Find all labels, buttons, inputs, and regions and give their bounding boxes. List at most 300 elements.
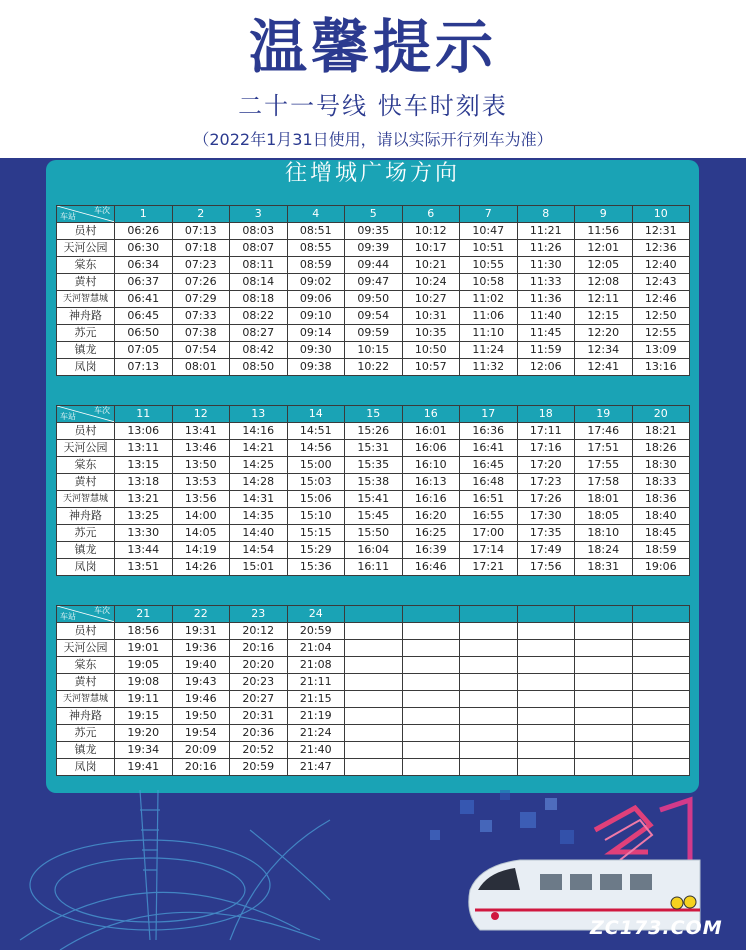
departure-time: 14:19 [172,542,230,559]
departure-time [460,657,518,674]
departure-time: 11:40 [517,308,575,325]
departure-time: 18:26 [632,440,690,457]
departure-time: 14:56 [287,440,345,457]
departure-time: 18:24 [575,542,633,559]
departure-time: 19:20 [115,725,173,742]
departure-time: 17:46 [575,423,633,440]
departure-time: 21:11 [287,674,345,691]
departure-time: 10:58 [460,274,518,291]
departure-time: 15:38 [345,474,403,491]
station-name: 黄村 [57,674,115,691]
departure-time: 06:34 [115,257,173,274]
departure-time: 19:34 [115,742,173,759]
departure-time: 16:10 [402,457,460,474]
departure-time: 15:50 [345,525,403,542]
trip-number: 23 [230,606,288,623]
departure-time [575,708,633,725]
departure-time: 15:45 [345,508,403,525]
departure-time: 12:36 [632,240,690,257]
departure-time [345,674,403,691]
corner-cell [57,406,115,423]
departure-time: 16:36 [460,423,518,440]
departure-time: 07:29 [172,291,230,308]
departure-time [460,623,518,640]
table-row [57,240,690,257]
departure-time: 14:28 [230,474,288,491]
departure-time [345,708,403,725]
station-name: 苏元 [57,725,115,742]
departure-time: 12:41 [575,359,633,376]
departure-time [345,725,403,742]
trip-number: 9 [575,206,633,223]
table-row [57,440,690,457]
departure-time: 15:10 [287,508,345,525]
departure-time [632,725,690,742]
trip-number [517,606,575,623]
departure-time: 09:39 [345,240,403,257]
departure-time: 07:13 [115,359,173,376]
departure-time [460,674,518,691]
departure-time: 20:31 [230,708,288,725]
departure-time: 18:31 [575,559,633,576]
table-row [57,223,690,240]
station-name: 神舟路 [57,308,115,325]
departure-time: 09:30 [287,342,345,359]
departure-time: 10:47 [460,223,518,240]
trip-number: 11 [115,406,173,423]
departure-time: 13:21 [115,491,173,508]
trip-number: 16 [402,406,460,423]
trip-number [460,606,518,623]
departure-time: 08:27 [230,325,288,342]
station-name: 神舟路 [57,708,115,725]
departure-time: 16:11 [345,559,403,576]
departure-time: 19:36 [172,640,230,657]
departure-time: 17:49 [517,542,575,559]
departure-time: 16:20 [402,508,460,525]
departure-time: 07:05 [115,342,173,359]
departure-time [345,657,403,674]
departure-time: 18:45 [632,525,690,542]
departure-time: 09:50 [345,291,403,308]
table-row [57,708,690,725]
trip-number: 5 [345,206,403,223]
table-row [57,491,690,508]
departure-time: 13:56 [172,491,230,508]
departure-time: 10:51 [460,240,518,257]
departure-time: 10:12 [402,223,460,240]
departure-time: 09:54 [345,308,403,325]
departure-time: 10:35 [402,325,460,342]
corner-cell [57,206,115,223]
trip-axis-label: 车次 [94,206,110,215]
departure-time: 18:36 [632,491,690,508]
usage-note: （2022年1月31日使用，请以实际开行列车为准） [193,130,553,149]
station-name: 员村 [57,623,115,640]
departure-time: 08:51 [287,223,345,240]
departure-time: 08:50 [230,359,288,376]
departure-time: 17:30 [517,508,575,525]
page-subtitle: 二十一号线 快车时刻表 [238,92,508,120]
departure-time [575,640,633,657]
departure-time: 13:44 [115,542,173,559]
header [0,0,746,158]
departure-time: 18:01 [575,491,633,508]
departure-time: 11:33 [517,274,575,291]
departure-time: 12:05 [575,257,633,274]
departure-time: 11:32 [460,359,518,376]
departure-time: 13:30 [115,525,173,542]
departure-time: 12:46 [632,291,690,308]
trip-number: 1 [115,206,173,223]
station-axis-label: 车站 [60,412,76,421]
departure-time: 12:06 [517,359,575,376]
trip-header-row [57,606,690,623]
departure-time: 13:53 [172,474,230,491]
departure-time [402,691,460,708]
station-name: 天河公园 [57,640,115,657]
departure-time: 13:46 [172,440,230,457]
departure-time: 16:51 [460,491,518,508]
departure-time: 20:20 [230,657,288,674]
table-row [57,359,690,376]
departure-time: 20:16 [172,759,230,776]
station-name: 天河智慧城 [57,491,115,508]
departure-time: 16:48 [460,474,518,491]
trip-number: 19 [575,406,633,423]
departure-time: 18:30 [632,457,690,474]
departure-time: 09:47 [345,274,403,291]
departure-time [632,691,690,708]
station-axis-label: 车站 [60,612,76,621]
departure-time: 14:54 [230,542,288,559]
trip-number: 18 [517,406,575,423]
departure-time: 19:08 [115,674,173,691]
station-name: 黄村 [57,274,115,291]
table-row [57,759,690,776]
departure-time: 21:47 [287,759,345,776]
departure-time: 17:26 [517,491,575,508]
departure-time: 19:50 [172,708,230,725]
departure-time: 14:05 [172,525,230,542]
departure-time: 07:13 [172,223,230,240]
trip-number: 13 [230,406,288,423]
departure-time [517,657,575,674]
departure-time: 16:16 [402,491,460,508]
station-name: 凤岗 [57,759,115,776]
departure-time: 08:18 [230,291,288,308]
departure-time: 14:21 [230,440,288,457]
departure-time: 11:56 [575,223,633,240]
departure-time: 19:11 [115,691,173,708]
departure-time [632,742,690,759]
departure-time: 20:52 [230,742,288,759]
departure-time: 17:21 [460,559,518,576]
departure-time [402,742,460,759]
departure-time: 21:40 [287,742,345,759]
station-name: 员村 [57,423,115,440]
departure-time: 08:42 [230,342,288,359]
departure-time: 11:06 [460,308,518,325]
departure-time [402,725,460,742]
departure-time: 21:19 [287,708,345,725]
departure-time: 12:15 [575,308,633,325]
departure-time [345,691,403,708]
departure-time: 19:06 [632,559,690,576]
departure-time: 13:06 [115,423,173,440]
trip-number: 17 [460,406,518,423]
departure-time: 12:40 [632,257,690,274]
departure-time: 18:33 [632,474,690,491]
departure-time: 19:31 [172,623,230,640]
trip-number [345,606,403,623]
departure-time: 13:18 [115,474,173,491]
departure-time: 18:56 [115,623,173,640]
departure-time: 09:10 [287,308,345,325]
departure-time: 17:00 [460,525,518,542]
trip-number: 15 [345,406,403,423]
departure-time [517,674,575,691]
departure-time [575,742,633,759]
departure-time: 13:16 [632,359,690,376]
trip-number: 21 [115,606,173,623]
departure-time: 15:41 [345,491,403,508]
departure-time: 09:06 [287,291,345,308]
departure-time: 17:11 [517,423,575,440]
table-row [57,342,690,359]
direction-heading: 往增城广场方向 [284,161,460,186]
trip-number [632,606,690,623]
departure-time: 17:20 [517,457,575,474]
departure-time: 20:16 [230,640,288,657]
departure-time: 17:51 [575,440,633,457]
departure-time [575,759,633,776]
departure-time: 17:14 [460,542,518,559]
departure-time: 19:54 [172,725,230,742]
table-row [57,525,690,542]
departure-time: 12:08 [575,274,633,291]
departure-time: 15:29 [287,542,345,559]
table-row [57,325,690,342]
station-name: 棠东 [57,457,115,474]
departure-time: 12:55 [632,325,690,342]
station-name: 镇龙 [57,542,115,559]
departure-time: 13:09 [632,342,690,359]
timetable-2 [56,405,690,576]
departure-time: 20:36 [230,725,288,742]
departure-time [460,691,518,708]
departure-time: 18:05 [575,508,633,525]
departure-time: 07:33 [172,308,230,325]
trip-axis-label: 车次 [94,606,110,615]
departure-time: 18:21 [632,423,690,440]
departure-time [575,725,633,742]
departure-time: 19:01 [115,640,173,657]
departure-time: 17:16 [517,440,575,457]
departure-time: 07:23 [172,257,230,274]
departure-time: 11:36 [517,291,575,308]
departure-time: 10:57 [402,359,460,376]
table-row [57,657,690,674]
station-name: 天河公园 [57,440,115,457]
trip-number: 7 [460,206,518,223]
trip-number: 14 [287,406,345,423]
departure-time [575,691,633,708]
departure-time: 17:55 [575,457,633,474]
station-name: 天河智慧城 [57,291,115,308]
departure-time [632,759,690,776]
station-name: 凤岗 [57,359,115,376]
departure-time: 21:04 [287,640,345,657]
departure-time [345,742,403,759]
departure-time: 08:11 [230,257,288,274]
departure-time: 15:36 [287,559,345,576]
departure-time: 07:38 [172,325,230,342]
departure-time: 10:15 [345,342,403,359]
trip-number: 2 [172,206,230,223]
departure-time: 06:41 [115,291,173,308]
departure-time: 18:40 [632,508,690,525]
departure-time: 12:43 [632,274,690,291]
trip-number [575,606,633,623]
table-row [57,674,690,691]
departure-time [517,742,575,759]
departure-time: 10:22 [345,359,403,376]
table-row [57,257,690,274]
departure-time [575,623,633,640]
departure-time: 15:06 [287,491,345,508]
departure-time: 09:02 [287,274,345,291]
watermark: ZC173.COM [590,917,723,939]
departure-time: 06:26 [115,223,173,240]
departure-time [402,640,460,657]
departure-time [460,759,518,776]
departure-time: 15:15 [287,525,345,542]
timetable-1 [56,205,690,376]
station-name: 镇龙 [57,342,115,359]
station-axis-label: 车站 [60,212,76,221]
departure-time: 16:13 [402,474,460,491]
departure-time: 16:55 [460,508,518,525]
departure-time [632,674,690,691]
departure-time: 06:37 [115,274,173,291]
station-name: 棠东 [57,257,115,274]
departure-time: 20:12 [230,623,288,640]
table-row [57,508,690,525]
departure-time: 09:38 [287,359,345,376]
departure-time [460,640,518,657]
departure-time: 19:41 [115,759,173,776]
corner-cell [57,606,115,623]
departure-time: 14:51 [287,423,345,440]
departure-time [632,708,690,725]
departure-time: 14:26 [172,559,230,576]
departure-time [402,657,460,674]
departure-time: 15:00 [287,457,345,474]
departure-time: 21:15 [287,691,345,708]
departure-time: 10:31 [402,308,460,325]
departure-time [460,708,518,725]
departure-time: 11:21 [517,223,575,240]
departure-time: 16:04 [345,542,403,559]
departure-time: 11:45 [517,325,575,342]
table-row [57,457,690,474]
departure-time: 08:59 [287,257,345,274]
departure-time: 16:39 [402,542,460,559]
station-name: 苏元 [57,325,115,342]
trip-number: 10 [632,206,690,223]
station-name: 镇龙 [57,742,115,759]
departure-time: 16:46 [402,559,460,576]
departure-time: 19:43 [172,674,230,691]
departure-time: 08:03 [230,223,288,240]
departure-time: 13:15 [115,457,173,474]
departure-time: 13:51 [115,559,173,576]
departure-time: 20:59 [287,623,345,640]
departure-time: 06:45 [115,308,173,325]
departure-time: 14:16 [230,423,288,440]
table-row [57,691,690,708]
departure-time: 16:25 [402,525,460,542]
departure-time: 12:50 [632,308,690,325]
departure-time: 16:06 [402,440,460,457]
departure-time [632,657,690,674]
station-name: 神舟路 [57,508,115,525]
departure-time [460,725,518,742]
departure-time: 17:58 [575,474,633,491]
departure-time [345,623,403,640]
page-title: 温馨提示 [248,13,497,81]
departure-time: 06:30 [115,240,173,257]
departure-time [517,640,575,657]
departure-time: 18:10 [575,525,633,542]
table-row [57,725,690,742]
departure-time: 14:40 [230,525,288,542]
departure-time [517,691,575,708]
departure-time: 14:31 [230,491,288,508]
table-row [57,274,690,291]
departure-time: 14:25 [230,457,288,474]
trip-number: 4 [287,206,345,223]
trip-number: 6 [402,206,460,223]
departure-time: 09:44 [345,257,403,274]
trip-header-row [57,406,690,423]
departure-time: 10:50 [402,342,460,359]
departure-time: 10:17 [402,240,460,257]
station-name: 凤岗 [57,559,115,576]
departure-time: 10:27 [402,291,460,308]
departure-time: 11:10 [460,325,518,342]
departure-time: 18:59 [632,542,690,559]
departure-time [517,725,575,742]
departure-time [402,759,460,776]
departure-time: 10:21 [402,257,460,274]
trip-number [402,606,460,623]
table-row [57,640,690,657]
departure-time [575,674,633,691]
departure-time: 16:41 [460,440,518,457]
departure-time [517,708,575,725]
departure-time [402,623,460,640]
departure-time: 10:24 [402,274,460,291]
departure-time [517,759,575,776]
departure-time: 07:18 [172,240,230,257]
trip-number: 8 [517,206,575,223]
departure-time: 15:03 [287,474,345,491]
timetable-3 [56,605,690,776]
station-name: 黄村 [57,474,115,491]
table-row [57,742,690,759]
